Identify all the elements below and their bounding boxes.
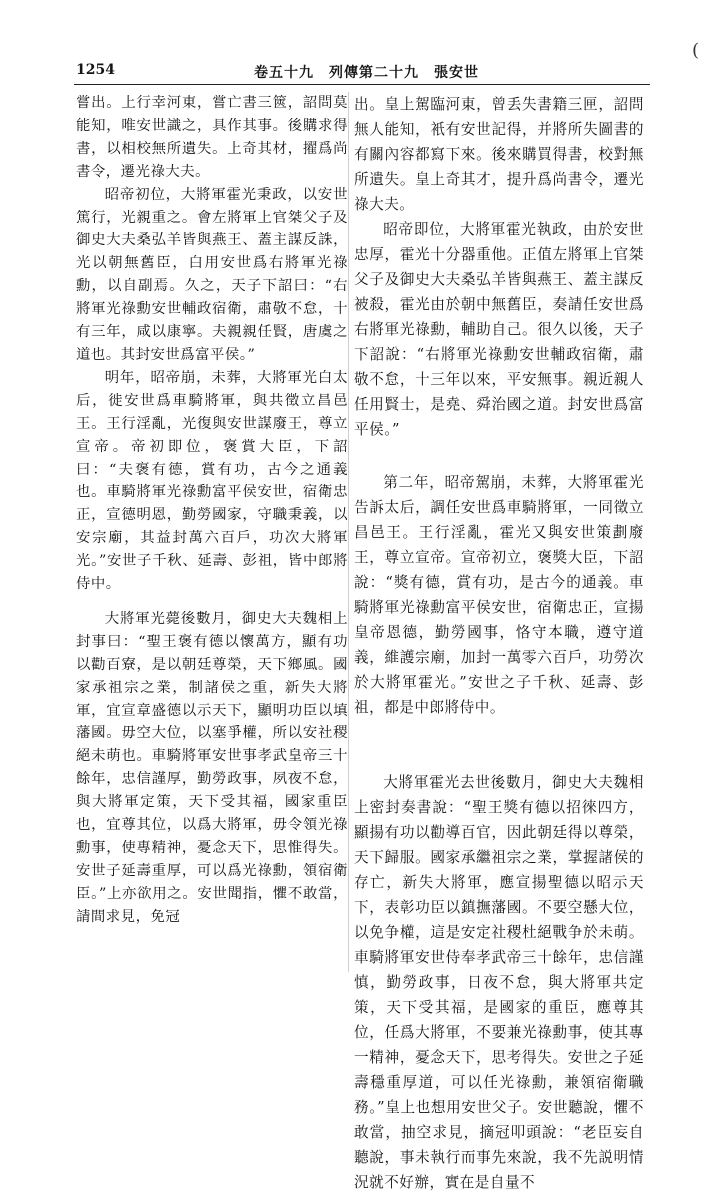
paragraph: 大將軍霍光去世後數月，御史大夫魏相上密封奏書說：“聖王獎有德以招徠四方，顯揚有功以勸導百官，因此朝廷得以尊榮，天下歸服。國家承繼祖宗之業，掌握諸侯的存亡，新失大將軍，應宣揚聖德以昭示天下，表彰功臣以鎮撫藩國。不要空懸大位，以免争權，這是安定社稷杜絕戰争於未萌。車騎將軍安世侍奉孝武帝三十餘年，忠信謹慎，勤勞政事，日夜不怠，與大將軍共定策，天下受其福，是國家的重臣，應尊其位，任爲大將軍，不要兼光祿勳事，使其專一精神，憂念天下，思考得失。安世之子延壽穩重厚道，可以任光祿勳，兼領宿衛職務。”皇上也想用安世父子。安世聽說，懼不敢當，抽空求見，摘冠叩頭說：“老臣妄自聽說，事未執行而事先來說，我不先説明情況就不好辦，實在是自量不 xyxy=(354,774,644,1191)
translation-column xyxy=(354,92,644,1195)
paragraph: 第二年，昭帝駕崩，未葬，大將軍霍光告訴太后，調任安世爲車騎將軍，一同徵立昌邑王。王行淫亂，霍光又與安世策劃廢王，尊立宣帝。宣帝初立，褒獎大臣，下詔說：“獎有德，賞有功，是古今的通義。車騎將軍光祿勳富平侯安世，宿衛忠正，宣揚皇帝恩德，勤勞國事，恪守本職，遵守道義，維護宗廟，加封一萬零六百戶，功勞次於大將軍霍光。”安世之子千秋、延壽、彭祖，都是中郎將侍中。 xyxy=(354,474,644,716)
paragraph: 大將軍光薨後數月，御史大夫魏相上封事曰：“聖王褒有德以懷萬方，顯有功以勸百寮，是以朝廷尊榮，天下鄉風。國家承祖宗之業，制諸侯之重，新失大將軍，宜宣章盛德以示天下，顯明功臣以填藩國。毋空大位，以塞爭權，所以安社稷絕未萌也。車騎將軍安世事孝武皇帝三十餘年，忠信謹厚，勤勞政事，夙夜不怠，與大將軍定策，天下受其福，國家重臣也，宜尊其位，以爲大將軍，毋令領光祿勳事，使專精神，憂念天下，思惟得失。安世子延壽重厚，可以爲光祿勳，領宿衛臣。”上亦欲用之。安世聞指，懼不敢當，請間求見，免冠 xyxy=(76,610,348,925)
classical-text-column xyxy=(76,92,348,929)
paragraph: 嘗出。上行幸河東，嘗亡書三篋，詔問莫能知，唯安世識之，具作其事。後購求得書，以相校無所遺失。上奇其材，擢爲尚書令，遷光祿大夫。 xyxy=(76,95,348,180)
page-number: 1254 xyxy=(76,62,115,78)
paragraph: 昭帝即位，大將軍霍光執政，由於安世忠厚，霍光十分器重他。正值左將軍上官桀父子及御史大夫桑弘羊皆與燕王、蓋主謀反被殺，霍光由於朝中無舊臣，奏請任安世爲右將軍光祿勳，輔助自己。很久以後，天子下詔說：“右將軍光祿勳安世輔政宿衛，肅敬不怠，十三年以來，平安無事。親近親人任用賢士，是堯、舜治國之道。封安世爲富平侯。” xyxy=(354,221,644,438)
running-head-title: 卷五十九 列傳第二十九 張安世 xyxy=(254,65,479,81)
margin-mark: ( xyxy=(692,40,700,61)
paragraph: 出。皇上駕臨河東，曾丢失書籍三匣，詔問無人能知，衹有安世記得，并將所失圖書的有關內容都寫下來。後來購買得書，校對無所遺失。皇上奇其才，提升爲尚書令，遷光祿大夫。 xyxy=(354,96,644,213)
paragraph: 明年，昭帝崩，未葬，大將軍光白太后，徙安世爲車騎將軍，與共徵立昌邑王。王行淫亂，光復與安世謀廢王，尊立宣帝。帝初即位，褒賞大臣，下詔曰：“夫褒有德，賞有功，古今之通義也。車騎將軍光祿勳富平侯安世，宿衛忠正，宣德明恩，勤勞國家，守職秉義，以安宗廟，其益封萬六百戶，功次大將軍光。”安世子千秋、延壽、彭祖，皆中郎將侍中。 xyxy=(76,369,348,593)
header-rule xyxy=(74,84,650,85)
running-header xyxy=(0,62,716,82)
paragraph: 昭帝初位，大將軍霍光秉政，以安世篤行，光親重之。會左將軍上官桀父子及御史大夫桑弘羊皆與燕王、蓋主謀反誅，光以朝無舊臣，白用安世爲右將軍光祿勳，以自副焉。久之，天子下詔曰：“右將軍光祿勳安世輔政宿衛，肅敬不怠，十有三年，咸以康寧。夫親親任賢，唐虞之道也。其封安世爲富平侯。” xyxy=(76,186,348,363)
column-divider xyxy=(348,92,349,972)
